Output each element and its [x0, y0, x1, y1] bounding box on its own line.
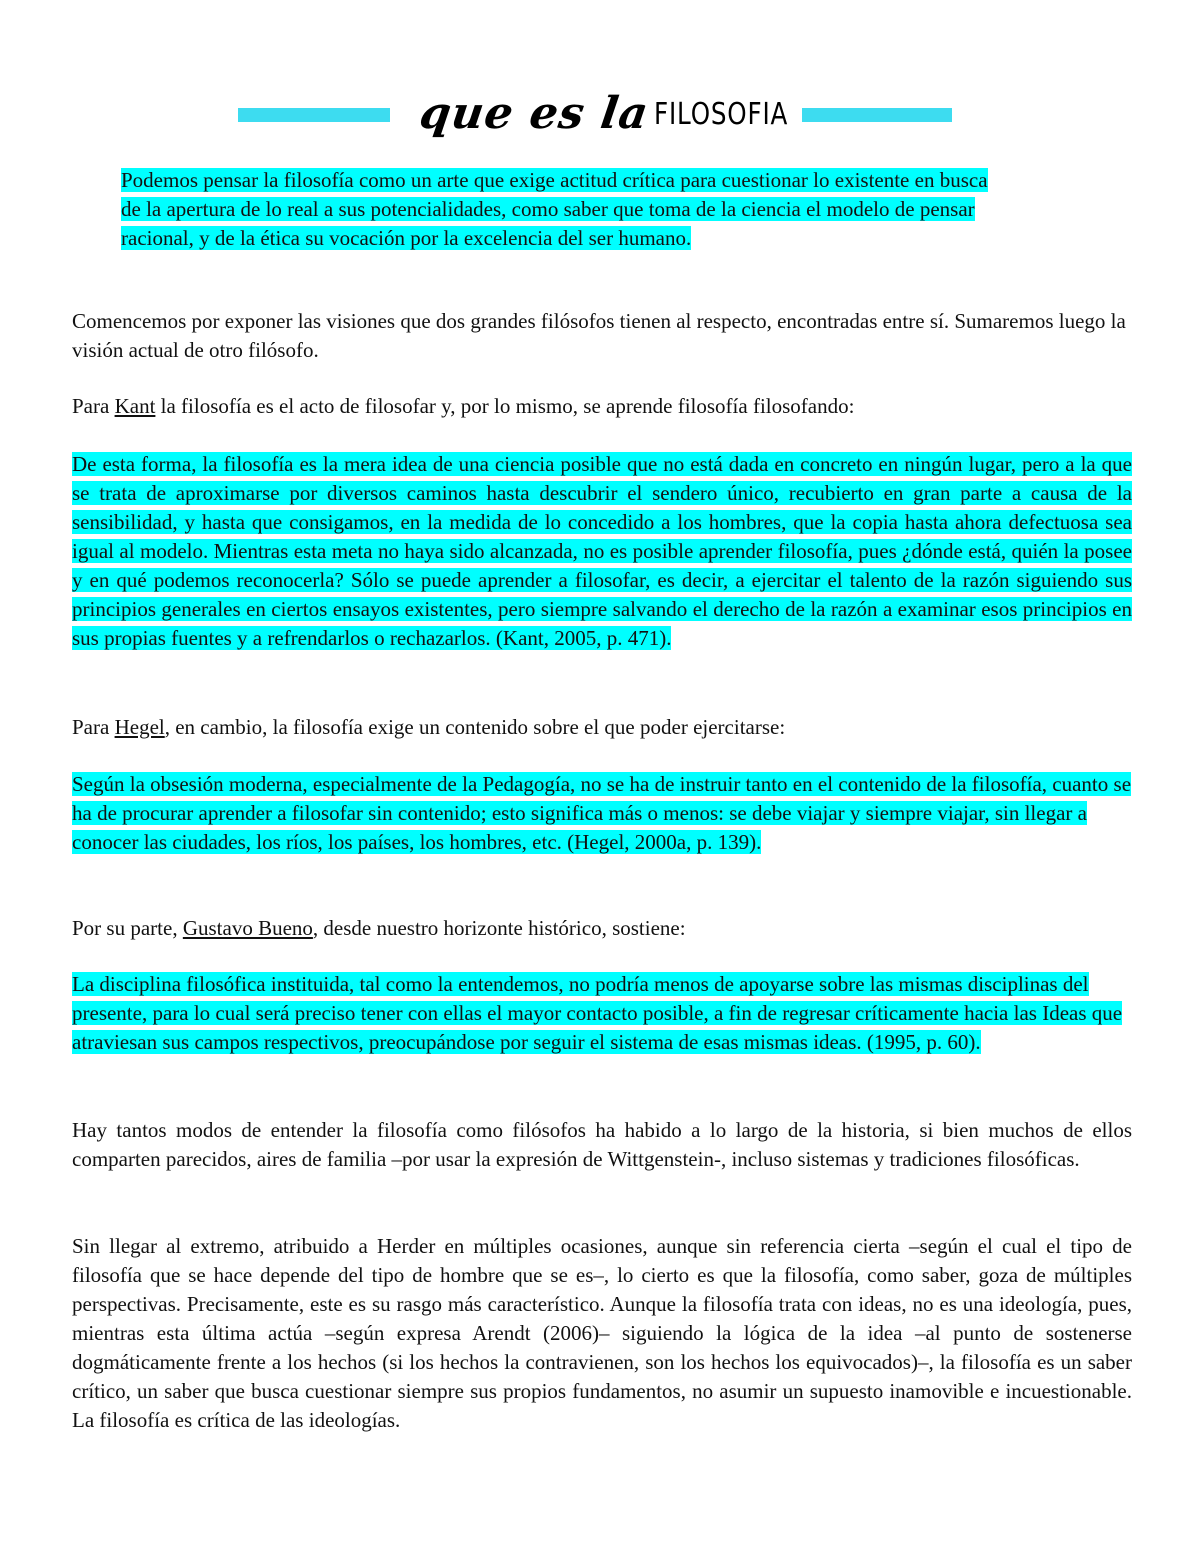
comencemos-paragraph: Comencemos por exponer las visiones que dos grandes filósofos tienen al respecto, encontradas entre sí. Sumaremos luego la visión actual de otro filósofo. — [72, 309, 1126, 362]
hegel-intro-after: , en cambio, la filosofía exige un contenido sobre el que poder ejercitarse: — [164, 715, 786, 739]
page-title — [416, 88, 790, 148]
kant-intro-paragraph — [72, 392, 1132, 421]
hegel-quote — [72, 770, 1132, 857]
title-script-text: que es la — [416, 88, 652, 139]
header-accent-bar-right — [802, 108, 952, 122]
hegel-intro-paragraph — [72, 713, 1132, 742]
bueno-quote — [72, 970, 1132, 1057]
bueno-link[interactable]: Gustavo Bueno — [182, 916, 313, 940]
kant-intro-before: Para — [72, 394, 115, 418]
intro-highlighted-paragraph — [121, 166, 1011, 253]
kant-quote — [72, 450, 1132, 653]
bueno-quote-text: La disciplina filosófica instituida, tal como la entendemos, no podría menos de apoyarse sobre las mismas disciplinas del presente, para lo cual será preciso tener con ellas el mayor contacto posible, a fin de regresar críticamente hacia las Ideas que atraviesan sus campos respectivos, preocupándose por seguir el sistema de esas mismas ideas. (1995, p. 60). — [72, 972, 1123, 1054]
kant-link[interactable]: Kant — [114, 394, 156, 418]
kant-intro-after: la filosofía es el acto de filosofar y, por lo mismo, se aprende filosofía filosofando: — [155, 394, 855, 418]
modos-paragraph: Hay tantos modos de entender la filosofía como filósofos ha habido a lo largo de la historia, si bien muchos de ellos comparten parecidos, aires de familia –por usar la expresión de Wittgenstein-, incluso sistemas y tradiciones filosóficas. — [72, 1118, 1132, 1171]
bueno-intro-after: , desde nuestro horizonte histórico, sostiene: — [312, 916, 686, 940]
hegel-intro-before: Para — [72, 715, 115, 739]
header-accent-bar-left — [238, 108, 390, 122]
page-header — [0, 88, 1200, 148]
hegel-quote-text: Según la obsesión moderna, especialmente de la Pedagogía, no se ha de instruir tanto en el contenido de la filosofía, cuanto se ha de procurar aprender a filosofar sin contenido; esto significa más o menos: se debe viajar y siempre viajar, sin llegar a conocer las ciudades, los ríos, los países, los hombres, etc. (Hegel, 2000a, p. 139). — [72, 772, 1132, 854]
hegel-link[interactable]: Hegel — [114, 715, 165, 739]
title-caps-text: FILOSOFIA — [654, 97, 789, 132]
herder-paragraph: Sin llegar al extremo, atribuido a Herder en múltiples ocasiones, aunque sin referencia cierta –según el cual el tipo de filosofía que se hace depende del tipo de hombre que se es–, lo cierto es que la filosofía, como saber, goza de múltiples perspectivas. Precisamente, este es su rasgo más característico. Aunque la filosofía trata con ideas, no es una ideología, pues, mientras esta última actúa –según expresa Arendt (2006)– siguiendo la lógica de la idea –al punto de sostenerse dogmáticamente frente a los hechos (si los hechos la contravienen, son los hechos los equivocados)–, la filosofía es un saber crítico, un saber que busca cuestionar siempre sus propios fundamentos, no asumir un supuesto inamovible e incuestionable. La filosofía es crítica de las ideologías. — [72, 1234, 1132, 1432]
bueno-intro-paragraph — [72, 914, 1132, 943]
kant-quote-text: De esta forma, la filosofía es la mera idea de una ciencia posible que no está dada en concreto en ningún lugar, pero a la que se trata de aproximarse por diversos caminos hasta descubrir el sendero único, recubierto en gran parte a causa de la sensibilidad, y hasta que consigamos, en la medida de lo concedido a los hombres, que la copia hasta ahora defectuosa sea igual al modelo. Mientras esta meta no haya sido alcanzada, no es posible aprender filosofía, pues ¿dónde está, quién la posee y en qué podemos reconocerla? Sólo se puede aprender a filosofar, es decir, a ejercitar el talento de la razón siguiendo sus principios generales en ciertos ensayos existentes, pero siempre salvando el derecho de la razón a examinar esos principios en sus propias fuentes y a refrendarlos o rechazarlos. (Kant, 2005, p. 471). — [72, 452, 1132, 650]
bueno-intro-before: Por su parte, — [72, 916, 183, 940]
intro-text: Podemos pensar la filosofía como un arte que exige actitud crítica para cuestionar lo existente en busca de la apertura de lo real a sus potencialidades, como saber que toma de la ciencia el modelo de pensar racional, y de la ética su vocación por la excelencia del ser humano. — [121, 168, 988, 250]
